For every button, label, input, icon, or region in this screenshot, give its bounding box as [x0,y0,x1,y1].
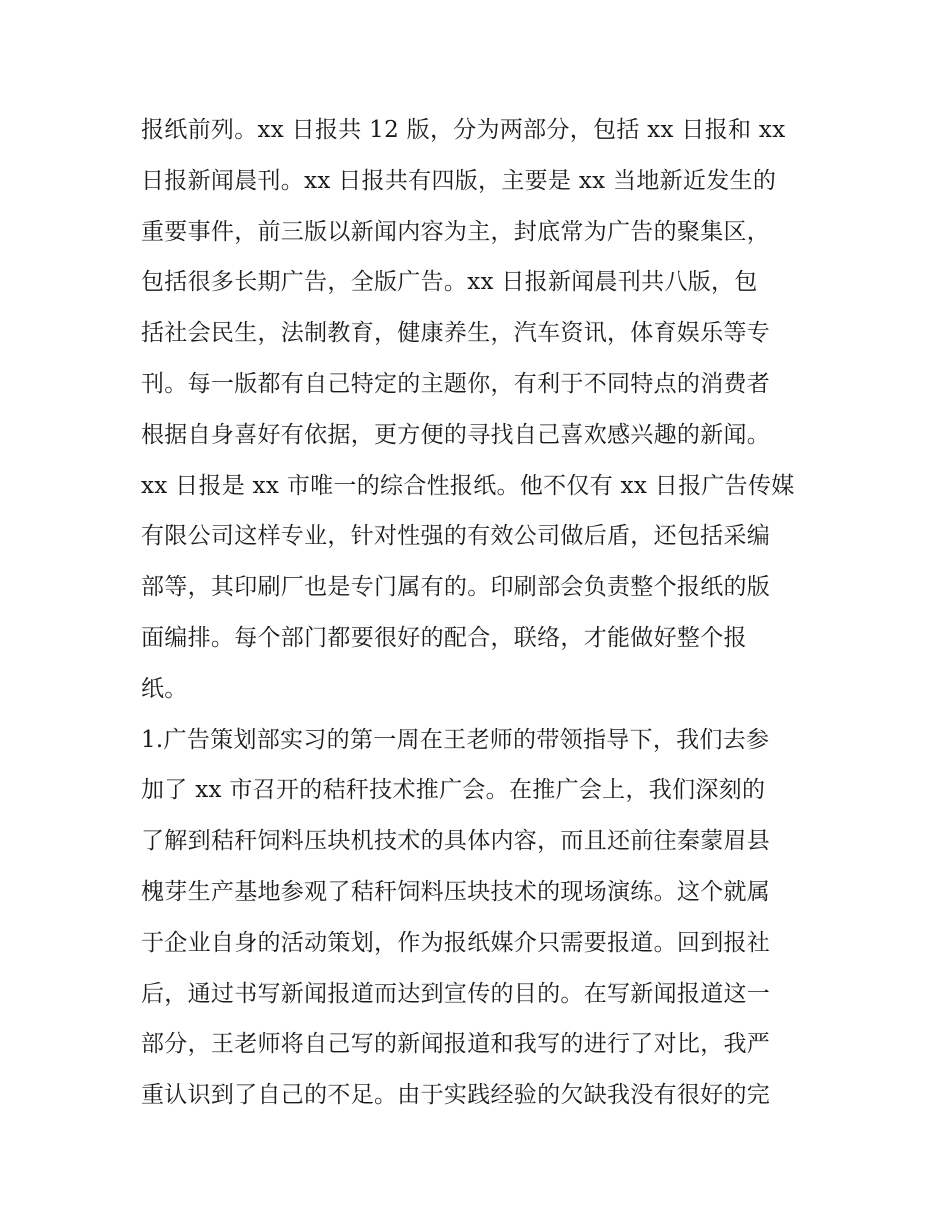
text-line: 1.广告策划部实习的第一周在王老师的带领指导下，我们去参 [141,726,770,753]
text-line: 日报新闻晨刊。xx 日报共有四版，主要是 xx 当地新近发生的 [141,167,777,194]
text-line: 重要事件，前三版以新闻内容为主，封底常为广告的聚集区， [141,218,771,245]
text-line: 根据自身喜好有依据，更方便的寻找自己喜欢感兴趣的新闻。 [141,421,771,448]
text-line: 括社会民生，法制教育，健康养生，汽车资讯，体育娱乐等专 [141,320,771,347]
text-line: 后，通过书写新闻报道而达到宣传的目的。在写新闻报道这一 [141,980,771,1007]
text-line: 部等，其印刷厂也是专门属有的。印刷部会负责整个报纸的版 [141,574,771,601]
text-line: 加了 xx 市召开的秸秆技术推广会。在推广会上，我们深刻的 [141,777,766,804]
text-line: 刊。每一版都有自己特定的主题你，有利于不同特点的消费者 [141,370,771,397]
text-line: 面编排。每个部门都要很好的配合，联络，才能做好整个报 [141,624,747,651]
text-line: 了解到秸秆饲料压块机技术的具体内容，而且还前往秦蒙眉县 [141,828,771,855]
text-line: 于企业自身的活动策划，作为报纸媒介只需要报道。回到报社 [141,929,771,956]
text-line: 包括很多长期广告，全版广告。xx 日报新闻晨刊共八版，包 [141,269,758,296]
text-line: 部分，王老师将自己写的新闻报道和我写的进行了对比，我严 [141,1031,771,1058]
text-line: 报纸前列。xx 日报共 12 版，分为两部分，包括 xx 日报和 xx [141,117,786,143]
text-line: 槐芽生产基地参观了秸秆饲料压块技术的现场演练。这个就属 [141,878,771,905]
text-line: 有限公司这样专业，针对性强的有效公司做后盾，还包括采编 [141,523,771,550]
body-text [141,105,821,1121]
text-line: 重认识到了自己的不足。由于实践经验的欠缺我没有很好的完 [141,1082,771,1109]
text-line: 纸。 [141,675,188,702]
text-line: xx 日报是 xx 市唯一的综合性报纸。他不仅有 xx 日报广告传媒 [141,472,795,499]
